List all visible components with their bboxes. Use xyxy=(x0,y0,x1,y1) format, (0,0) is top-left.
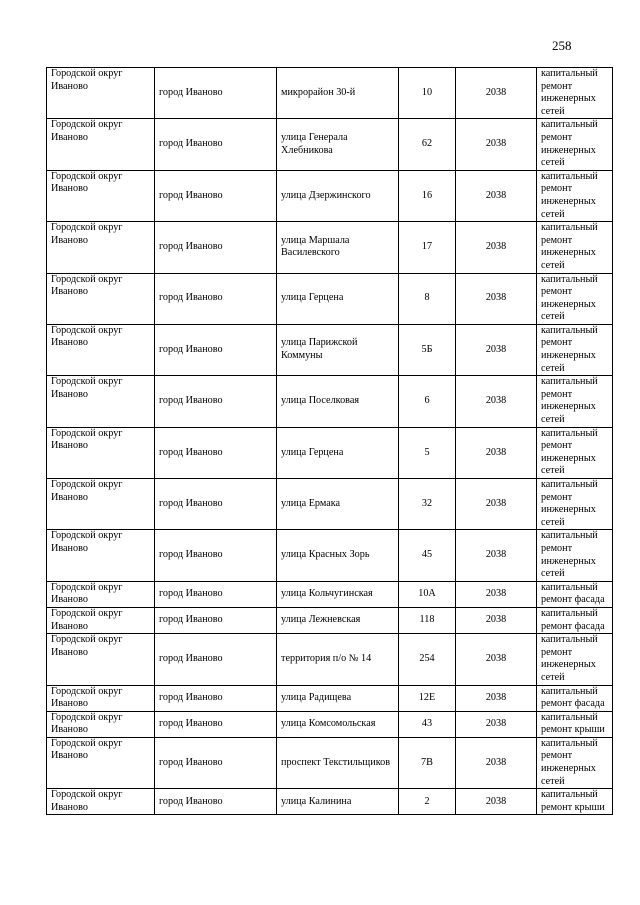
house-number-cell: 32 xyxy=(399,479,456,530)
district-cell: Городской округ Иваново xyxy=(47,711,155,737)
house-number-cell: 6 xyxy=(399,376,456,427)
locality-cell: город Иваново xyxy=(155,607,277,633)
street-cell: улица Маршала Василевского xyxy=(277,222,399,273)
work-type-cell: капитальный ремонт инженерных сетей xyxy=(537,530,613,581)
street-cell: улица Лежневская xyxy=(277,607,399,633)
street-cell: проспект Текстильщиков xyxy=(277,737,399,788)
year-cell: 2038 xyxy=(456,737,537,788)
year-cell: 2038 xyxy=(456,479,537,530)
table-row xyxy=(47,789,613,815)
year-cell: 2038 xyxy=(456,376,537,427)
table-row xyxy=(47,607,613,633)
year-cell: 2038 xyxy=(456,68,537,119)
street-cell: улица Дзержинского xyxy=(277,170,399,221)
work-type-cell: капитальный ремонт фасада xyxy=(537,581,613,607)
locality-cell: город Иваново xyxy=(155,427,277,478)
house-number-cell: 7В xyxy=(399,737,456,788)
locality-cell: город Иваново xyxy=(155,789,277,815)
work-type-cell: капитальный ремонт крыши xyxy=(537,711,613,737)
work-type-cell: капитальный ремонт инженерных сетей xyxy=(537,222,613,273)
table-row xyxy=(47,324,613,375)
table-body xyxy=(47,68,613,815)
work-type-cell: капитальный ремонт инженерных сетей xyxy=(537,68,613,119)
year-cell: 2038 xyxy=(456,530,537,581)
street-cell: улица Кольчугинская xyxy=(277,581,399,607)
work-type-cell: капитальный ремонт крыши xyxy=(537,789,613,815)
page-number: 258 xyxy=(552,38,572,53)
district-cell: Городской округ Иваново xyxy=(47,789,155,815)
year-cell: 2038 xyxy=(456,789,537,815)
locality-cell: город Иваново xyxy=(155,479,277,530)
locality-cell: город Иваново xyxy=(155,170,277,221)
house-number-cell: 10 xyxy=(399,68,456,119)
street-cell: территория п/о № 14 xyxy=(277,634,399,685)
table-row xyxy=(47,634,613,685)
table-row xyxy=(47,427,613,478)
table-row xyxy=(47,119,613,170)
district-cell: Городской округ Иваново xyxy=(47,68,155,119)
locality-cell: город Иваново xyxy=(155,376,277,427)
table-row xyxy=(47,737,613,788)
table-row xyxy=(47,530,613,581)
locality-cell: город Иваново xyxy=(155,711,277,737)
district-cell: Городской округ Иваново xyxy=(47,119,155,170)
district-cell: Городской округ Иваново xyxy=(47,427,155,478)
street-cell: улица Красных Зорь xyxy=(277,530,399,581)
house-number-cell: 43 xyxy=(399,711,456,737)
house-number-cell: 12Е xyxy=(399,685,456,711)
locality-cell: город Иваново xyxy=(155,222,277,273)
street-cell: улица Герцена xyxy=(277,273,399,324)
district-cell: Городской округ Иваново xyxy=(47,324,155,375)
year-cell: 2038 xyxy=(456,273,537,324)
table-row xyxy=(47,170,613,221)
table-row xyxy=(47,273,613,324)
street-cell: улица Генерала Хлебникова xyxy=(277,119,399,170)
locality-cell: город Иваново xyxy=(155,737,277,788)
locality-cell: город Иваново xyxy=(155,324,277,375)
work-type-cell: капитальный ремонт инженерных сетей xyxy=(537,737,613,788)
work-type-cell: капитальный ремонт инженерных сетей xyxy=(537,273,613,324)
year-cell: 2038 xyxy=(456,170,537,221)
district-cell: Городской округ Иваново xyxy=(47,222,155,273)
house-number-cell: 8 xyxy=(399,273,456,324)
district-cell: Городской округ Иваново xyxy=(47,530,155,581)
district-cell: Городской округ Иваново xyxy=(47,607,155,633)
housing-repair-table xyxy=(46,67,613,815)
locality-cell: город Иваново xyxy=(155,119,277,170)
house-number-cell: 118 xyxy=(399,607,456,633)
street-cell: улица Парижской Коммуны xyxy=(277,324,399,375)
locality-cell: город Иваново xyxy=(155,530,277,581)
street-cell: микрорайон 30-й xyxy=(277,68,399,119)
locality-cell: город Иваново xyxy=(155,68,277,119)
district-cell: Городской округ Иваново xyxy=(47,479,155,530)
year-cell: 2038 xyxy=(456,634,537,685)
district-cell: Городской округ Иваново xyxy=(47,737,155,788)
locality-cell: город Иваново xyxy=(155,685,277,711)
work-type-cell: капитальный ремонт фасада xyxy=(537,607,613,633)
house-number-cell: 5 xyxy=(399,427,456,478)
street-cell: улица Герцена xyxy=(277,427,399,478)
house-number-cell: 2 xyxy=(399,789,456,815)
year-cell: 2038 xyxy=(456,119,537,170)
street-cell: улица Радищева xyxy=(277,685,399,711)
district-cell: Городской округ Иваново xyxy=(47,685,155,711)
work-type-cell: капитальный ремонт фасада xyxy=(537,685,613,711)
year-cell: 2038 xyxy=(456,685,537,711)
year-cell: 2038 xyxy=(456,222,537,273)
street-cell: улица Ермака xyxy=(277,479,399,530)
table-row xyxy=(47,376,613,427)
year-cell: 2038 xyxy=(456,607,537,633)
work-type-cell: капитальный ремонт инженерных сетей xyxy=(537,479,613,530)
house-number-cell: 16 xyxy=(399,170,456,221)
table-row xyxy=(47,685,613,711)
year-cell: 2038 xyxy=(456,581,537,607)
work-type-cell: капитальный ремонт инженерных сетей xyxy=(537,376,613,427)
year-cell: 2038 xyxy=(456,427,537,478)
work-type-cell: капитальный ремонт инженерных сетей xyxy=(537,634,613,685)
locality-cell: город Иваново xyxy=(155,273,277,324)
locality-cell: город Иваново xyxy=(155,634,277,685)
year-cell: 2038 xyxy=(456,324,537,375)
work-type-cell: капитальный ремонт инженерных сетей xyxy=(537,324,613,375)
street-cell: улица Поселковая xyxy=(277,376,399,427)
table-row xyxy=(47,222,613,273)
house-number-cell: 5Б xyxy=(399,324,456,375)
table-row xyxy=(47,479,613,530)
work-type-cell: капитальный ремонт инженерных сетей xyxy=(537,170,613,221)
district-cell: Городской округ Иваново xyxy=(47,581,155,607)
district-cell: Городской округ Иваново xyxy=(47,170,155,221)
street-cell: улица Комсомольская xyxy=(277,711,399,737)
house-number-cell: 254 xyxy=(399,634,456,685)
work-type-cell: капитальный ремонт инженерных сетей xyxy=(537,119,613,170)
table-row xyxy=(47,581,613,607)
district-cell: Городской округ Иваново xyxy=(47,273,155,324)
table-row xyxy=(47,711,613,737)
district-cell: Городской округ Иваново xyxy=(47,376,155,427)
district-cell: Городской округ Иваново xyxy=(47,634,155,685)
house-number-cell: 17 xyxy=(399,222,456,273)
house-number-cell: 10А xyxy=(399,581,456,607)
street-cell: улица Калинина xyxy=(277,789,399,815)
house-number-cell: 45 xyxy=(399,530,456,581)
locality-cell: город Иваново xyxy=(155,581,277,607)
year-cell: 2038 xyxy=(456,711,537,737)
table-row xyxy=(47,68,613,119)
work-type-cell: капитальный ремонт инженерных сетей xyxy=(537,427,613,478)
house-number-cell: 62 xyxy=(399,119,456,170)
